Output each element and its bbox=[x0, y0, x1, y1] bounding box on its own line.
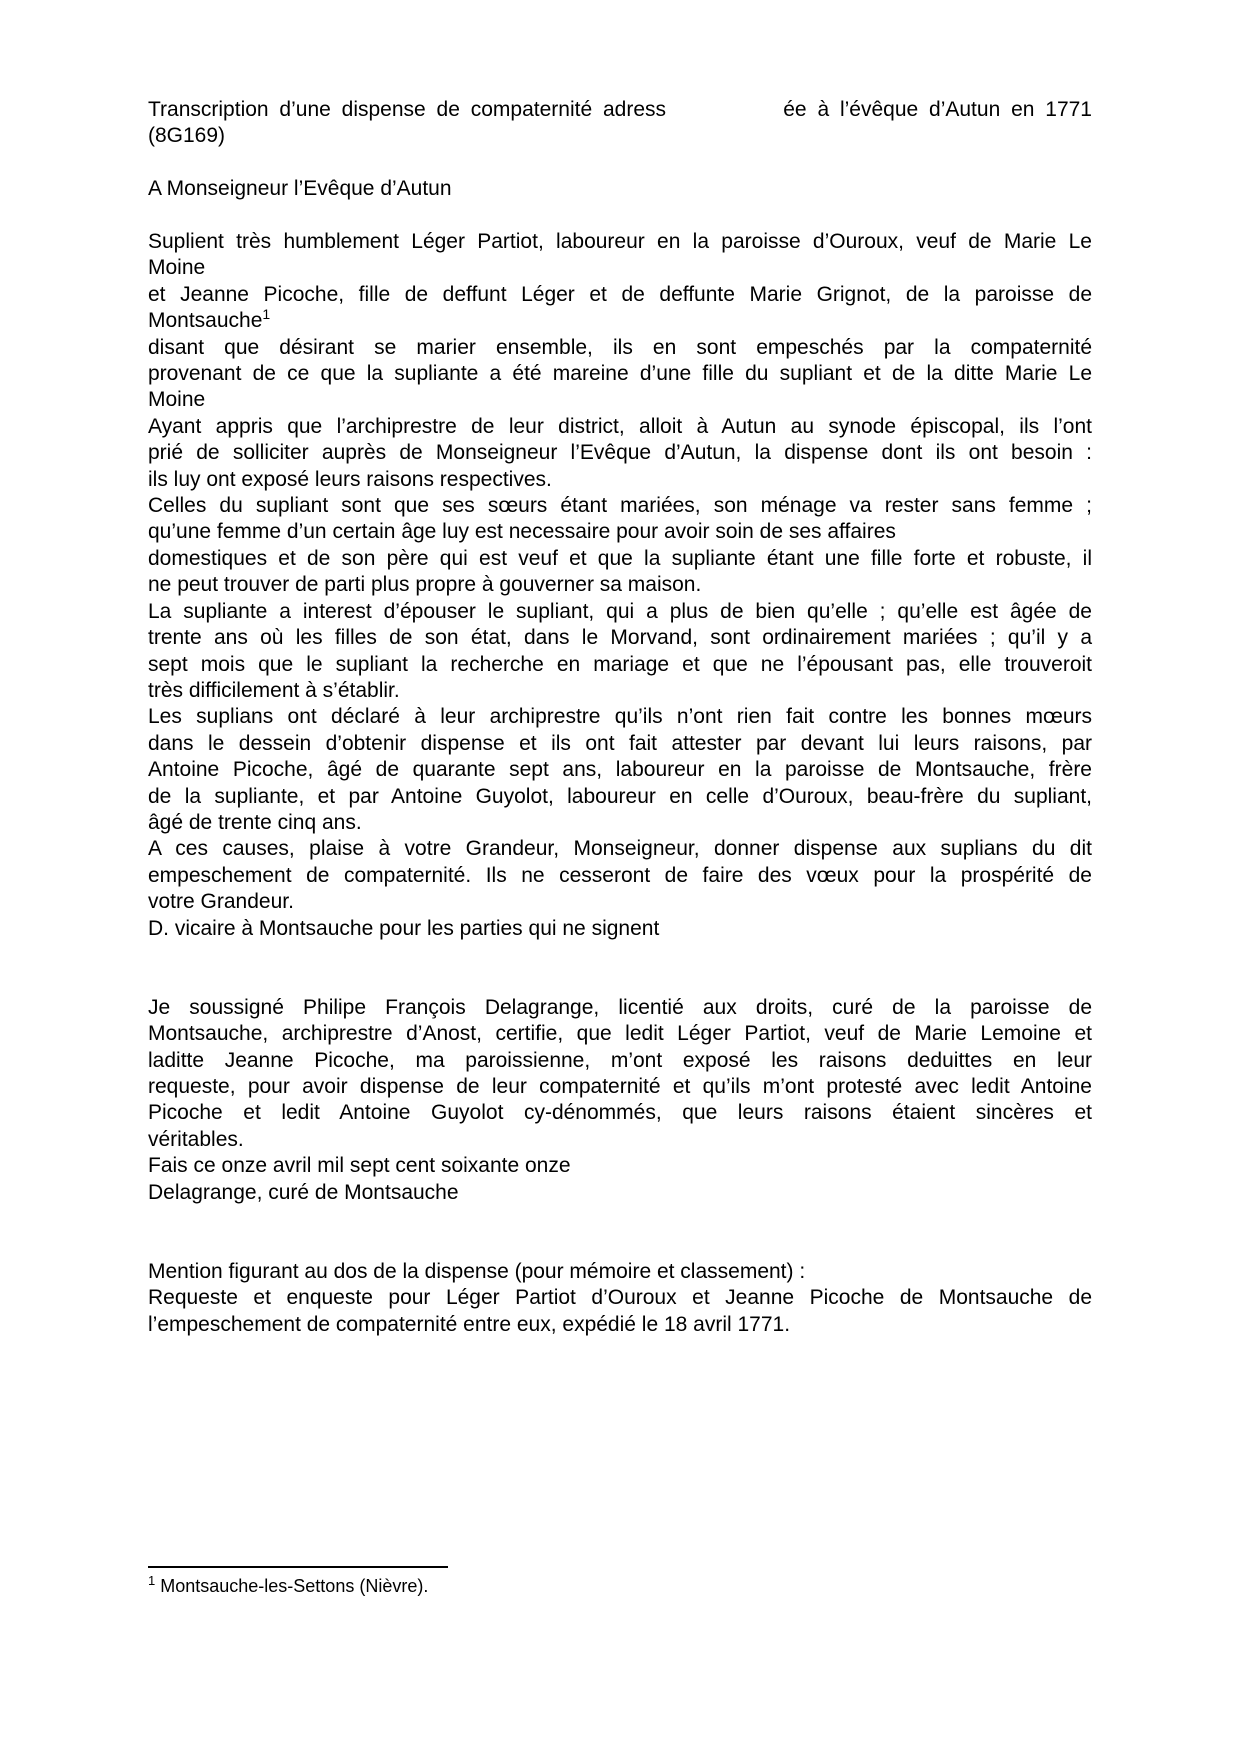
text-line: votre Grandeur. bbox=[148, 890, 294, 914]
text-line: Requeste et enqueste pour Léger Partiot d’Ouroux et Jeanne Picoche de Montsauche de bbox=[148, 1286, 1092, 1310]
text-line: Suplient très humblement Léger Partiot, laboureur en la paroisse d’Ouroux, veuf de Marie Le bbox=[148, 230, 1092, 253]
text-line: prié de solliciter auprès de Monseigneur l’Evêque d’Autun, la dispense dont ils ont besoin : bbox=[148, 441, 1092, 465]
text-line: Moine bbox=[148, 388, 206, 412]
text-line: Picoche et ledit Antoine Guyolot cy-dénommés, que leurs raisons étaient sincères et bbox=[148, 1101, 1092, 1125]
text-line: ils luy ont exposé leurs raisons respectives. bbox=[148, 467, 552, 491]
text-line: laditte Jeanne Picoche, ma paroissienne, m’ont exposé les raisons deduittes en leur bbox=[148, 1048, 1092, 1072]
text-line: Les suplians ont déclaré à leur archiprestre qu’ils n’ont rien fait contre les bonnes mœurs bbox=[148, 705, 1092, 729]
text-line: D. vicaire à Montsauche pour les parties qui ne signent bbox=[148, 916, 660, 940]
text-line: La supliante a interest d’épouser le supliant, qui a plus de bien qu’elle ; qu’elle est âgée de bbox=[148, 599, 1092, 623]
petition-paragraph bbox=[148, 229, 1092, 942]
title-segment-right: ée à l’évêque d’Autun en 1771 bbox=[783, 98, 1092, 121]
mention-paragraph bbox=[148, 1259, 1092, 1338]
footnote-separator bbox=[148, 1566, 448, 1568]
text-line: Delagrange, curé de Montsauche bbox=[148, 1180, 459, 1204]
text-line: Montsauche, archiprestre d’Anost, certifie, que ledit Léger Partiot, veuf de Marie Lemoine et bbox=[148, 1022, 1092, 1046]
salutation: A Monseigneur l’Evêque d’Autun bbox=[148, 177, 452, 201]
blank-line bbox=[148, 150, 1092, 176]
text-line: disant que désirant se marier ensemble, ils en sont empeschés par la compaternité bbox=[148, 335, 1092, 359]
text-line: provenant de ce que la supliante a été mareine d’une fille du supliant et de la ditte Marie Le bbox=[148, 362, 1092, 386]
text-line: requeste, pour avoir dispense de leur compaternité et qu’ils m’ont protesté avec ledit Antoine bbox=[148, 1074, 1092, 1098]
text-line: de la supliante, et par Antoine Guyolot, laboureur en celle d’Ouroux, beau-frère du supliant, bbox=[148, 784, 1092, 808]
text-line: et Jeanne Picoche, fille de deffunt Léger et de deffunte Marie Grignot, de la paroisse de bbox=[148, 282, 1092, 306]
text-line: Fais ce onze avril mil sept cent soixante onze bbox=[148, 1154, 571, 1178]
text-line: l’empeschement de compaternité entre eux, expédié le 18 avril 1771. bbox=[148, 1312, 791, 1336]
document-reference: (8G169) bbox=[148, 124, 226, 148]
text-line: sept mois que le supliant la recherche en mariage et que ne l’épousant pas, elle trouveroit bbox=[148, 652, 1092, 676]
document-title bbox=[148, 97, 1092, 123]
text-line: Antoine Picoche, âgé de quarante sept ans, laboureur en la paroisse de Montsauche, frère bbox=[148, 758, 1092, 782]
footnote-number: 1 bbox=[148, 1573, 156, 1589]
blank-line bbox=[148, 942, 1092, 995]
title-segment-left: Transcription d’une dispense de compaternité adress bbox=[148, 98, 666, 121]
text-line: Je soussigné Philipe François Delagrange, licentié aux droits, curé de la paroisse de bbox=[148, 995, 1092, 1019]
text-line: domestiques et de son père qui est veuf et que la supliante étant une fille forte et robuste, il bbox=[148, 546, 1092, 570]
text-line: Celles du supliant sont que ses sœurs étant mariées, son ménage va rester sans femme ; bbox=[148, 494, 1092, 518]
footnote-area bbox=[148, 1566, 1092, 1598]
footnote-label: Montsauche-les-Settons (Nièvre). bbox=[155, 1576, 429, 1597]
blank-line bbox=[148, 1206, 1092, 1259]
text-line: trente ans où les filles de son état, dans le Morvand, sont ordinairement mariées ; qu’il y a bbox=[148, 626, 1092, 650]
text-line: très difficilement à s’établir. bbox=[148, 678, 400, 702]
certification-paragraph bbox=[148, 995, 1092, 1206]
footnote-text bbox=[148, 1575, 1092, 1598]
text-line: Moine bbox=[148, 256, 206, 280]
text-line: empeschement de compaternité. Ils ne cesseront de faire des vœux pour la prospérité de bbox=[148, 863, 1092, 887]
blank-line bbox=[148, 203, 1092, 229]
text-line: qu’une femme d’un certain âge luy est necessaire pour avoir soin de ses affaires bbox=[148, 520, 896, 544]
text-line: Ayant appris que l’archiprestre de leur district, alloit à Autun au synode épiscopal, ils l’ont bbox=[148, 414, 1092, 438]
text-line: ne peut trouver de parti plus propre à gouverner sa maison. bbox=[148, 573, 702, 597]
text-line: Mention figurant au dos de la dispense (pour mémoire et classement) : bbox=[148, 1259, 806, 1283]
text-line: A ces causes, plaise à votre Grandeur, Monseigneur, donner dispense aux suplians du dit bbox=[148, 837, 1092, 861]
footnote-reference: 1 bbox=[262, 306, 271, 323]
text-line: dans le dessein d’obtenir dispense et ils ont fait attester par devant lui leurs raisons, par bbox=[148, 731, 1092, 755]
text-line: véritables. bbox=[148, 1127, 244, 1151]
text-line: âgé de trente cinq ans. bbox=[148, 810, 362, 834]
text-line: Montsauche$^1$ bbox=[148, 306, 271, 333]
